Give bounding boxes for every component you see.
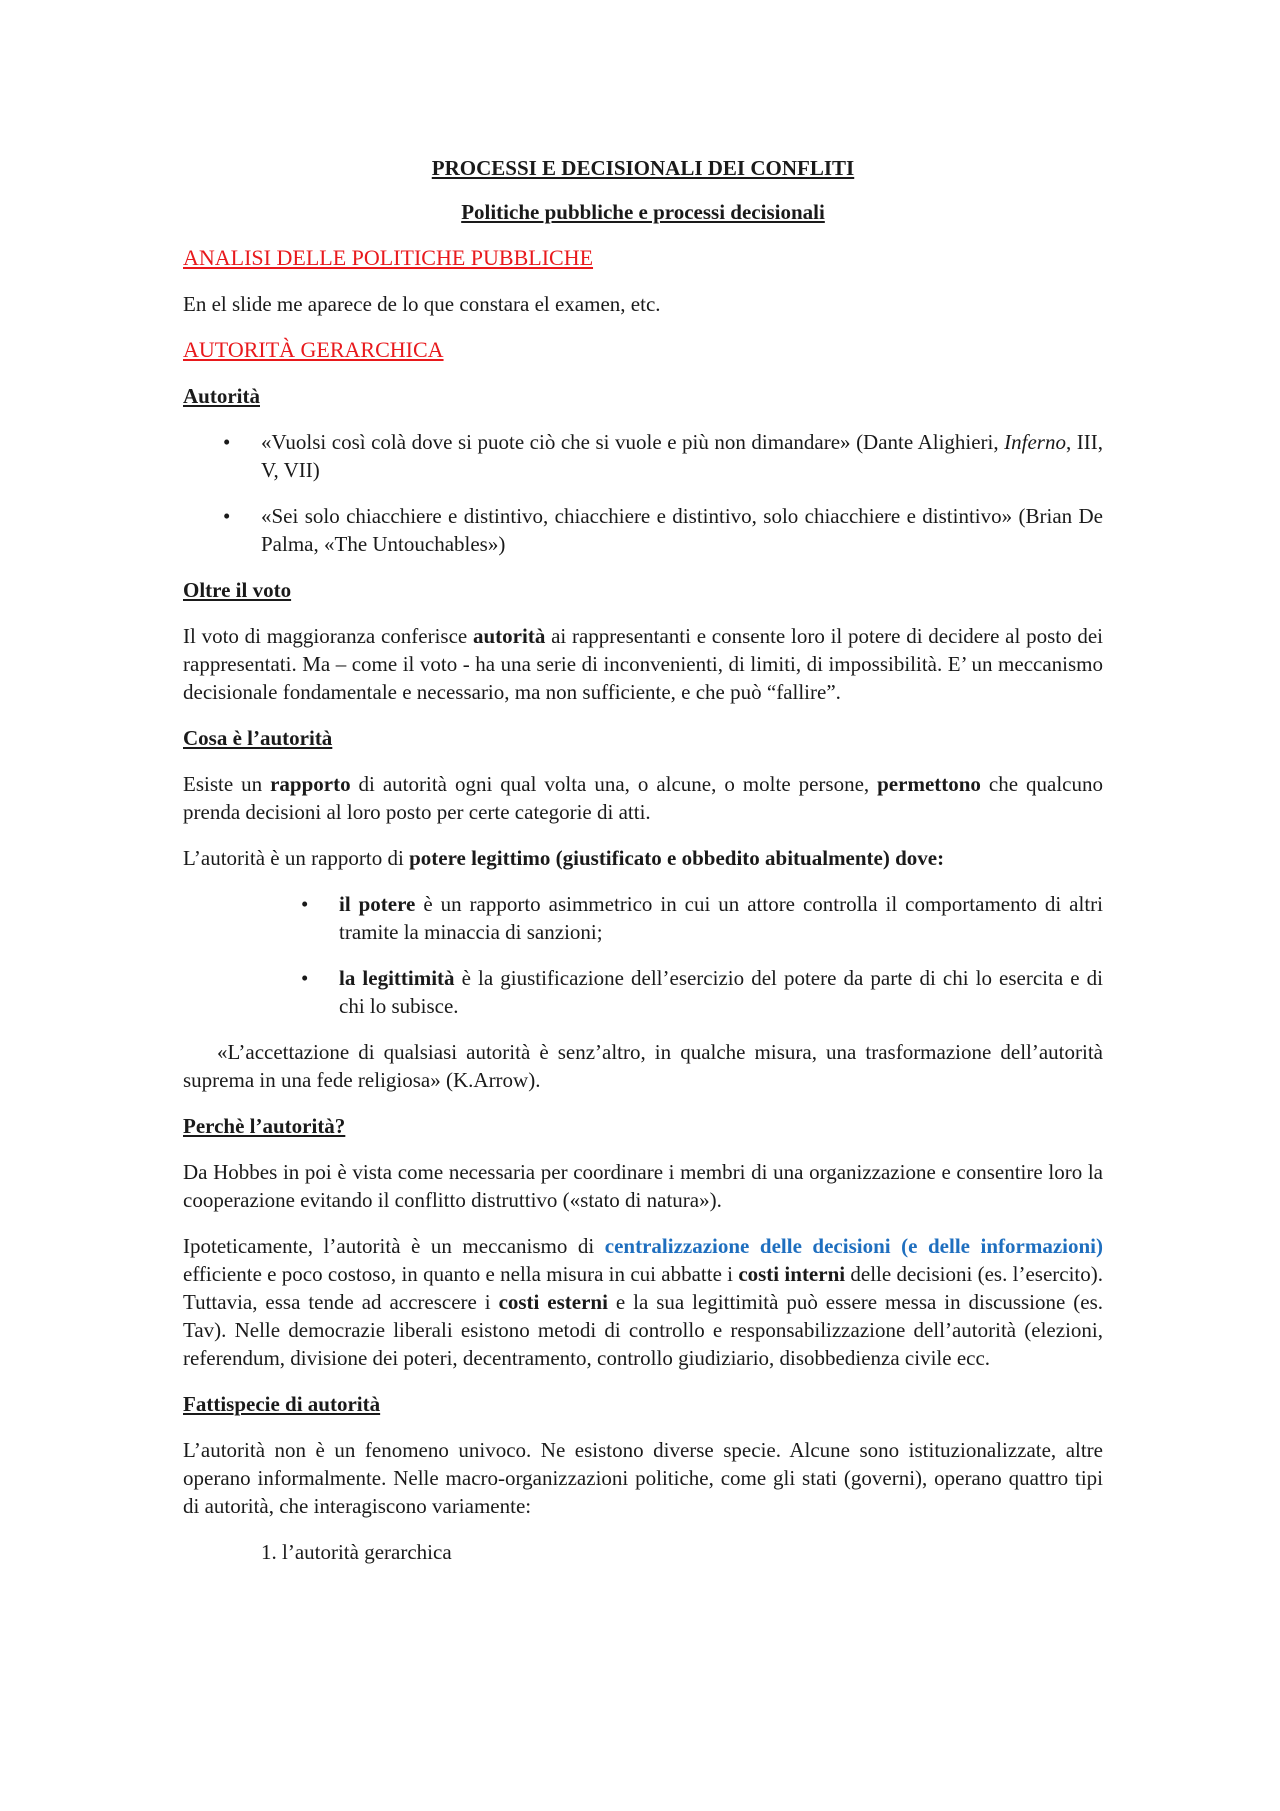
document-page <box>183 140 1103 1566</box>
numbered-list <box>183 1538 1103 1566</box>
bullet-icon: • <box>301 892 309 916</box>
paragraph-ipoteticamente: Ipoteticamente, l’autorità è un meccanismo di centralizzazione delle decisioni (e delle informazioni) efficiente e poco costoso, in quanto e nella misura in cui abbatte i costi interni delle decisioni (es. l’esercito). Tuttavia, essa tende ad accrescere i costi esterni e la sua legittimità può essere messa in discussione (es. Tav). Nelle democrazie liberali esistono metodi di controllo e responsabilizzazione dell’autorità (elezioni, referendum, divisione dei poteri, decentramento, controllo giudiziario, disobbedienza civile ecc. <box>183 1234 1103 1370</box>
heading-oltre-il-voto: Oltre il voto <box>183 578 292 602</box>
bullet-icon: • <box>223 430 231 454</box>
list-item: • il potere è un rapporto asimmetrico in cui un attore controlla il comportamento di altri tramite la minaccia di sanzioni; <box>301 892 1103 944</box>
paragraph-esiste: Esiste un rapporto di autorità ogni qual volta una, o alcune, o molte persone, permettono che qualcuno prenda decisioni al loro posto per certe categorie di atti. <box>183 772 1103 824</box>
heading-autorita-gerarchica: AUTORITÀ GERARCHICA <box>183 337 444 362</box>
list-item: 1. l’autorità gerarchica <box>261 1540 452 1564</box>
paragraph-slide: En el slide me aparece de lo que constara el examen, etc. <box>183 292 661 316</box>
paragraph-arrow: «L’accettazione di qualsiasi autorità è senz’altro, in qualche misura, una trasformazione dell’autorità suprema in una fede religiosa» (K.Arrow). <box>183 1040 1103 1092</box>
heading-perche: Perchè l’autorità? <box>183 1114 346 1138</box>
list-item: • «Sei solo chiacchiere e distintivo, chiacchiere e distintivo, solo chiacchiere e distintivo» (Brian De Palma, «The Untouchables») <box>223 504 1103 556</box>
paragraph-fattispecie: L’autorità non è un fenomeno univoco. Ne esistono diverse specie. Alcune sono istituzionalizzate, altre operano informalmente. Nelle macro-organizzazioni politiche, come gli stati (governi), operano quattro tipi di autorità, che interagiscono variamente: <box>183 1438 1103 1518</box>
bullet-icon: • <box>301 966 309 990</box>
document-subtitle: Politiche pubbliche e processi decisionali <box>461 200 825 224</box>
heading-cosa-e-autorita: Cosa è l’autorità <box>183 726 333 750</box>
paragraph-definizione: L’autorità è un rapporto di potere legittimo (giustificato e obbedito abitualmente) dove: <box>183 846 945 870</box>
bullet-icon: • <box>223 504 231 528</box>
heading-fattispecie: Fattispecie di autorità <box>183 1392 381 1416</box>
heading-autorita: Autorità <box>183 384 260 408</box>
document-title: PROCESSI E DECISIONALI DEI CONFLITI <box>431 156 855 180</box>
heading-analisi: ANALISI DELLE POLITICHE PUBBLICHE <box>183 245 594 270</box>
quote-list <box>183 428 1103 558</box>
list-item: • «Vuolsi così colà dove si puote ciò che si vuole e più non dimandare» (Dante Alighieri, Inferno, III, V, VII) <box>223 430 1103 482</box>
paragraph-voto: Il voto di maggioranza conferisce autorità ai rappresentanti e consente loro il potere di decidere al posto dei rappresentati. Ma – come il voto - ha una serie di inconvenienti, di limiti, di impossibilità. E’ un meccanismo decisionale fondamentale e necessario, ma non sufficiente, e che può “fallire”. <box>183 624 1104 704</box>
definition-list <box>183 890 1103 1020</box>
list-item: • la legittimità è la giustificazione dell’esercizio del potere da parte di chi lo esercita e di chi lo subisce. <box>301 966 1103 1018</box>
paragraph-hobbes: Da Hobbes in poi è vista come necessaria per coordinare i membri di una organizzazione e consentire loro la cooperazione evitando il conflitto distruttivo («stato di natura»). <box>183 1160 1103 1212</box>
